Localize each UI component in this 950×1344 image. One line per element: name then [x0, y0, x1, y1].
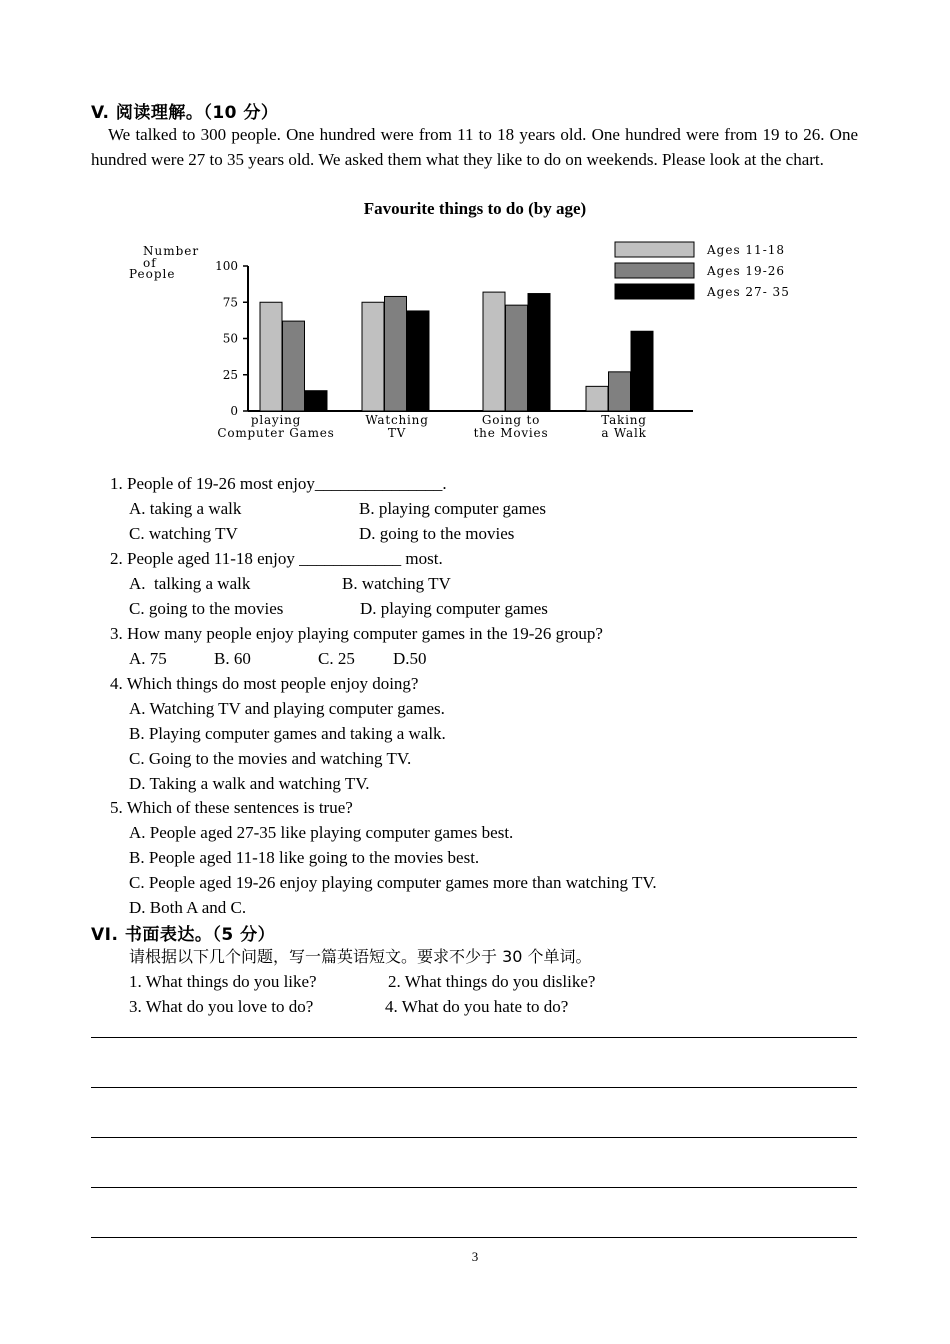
answer-line[interactable] — [91, 1087, 857, 1088]
q1-option-d: D. going to the movies — [359, 524, 515, 543]
question-1-stem: 1. People of 19-26 most enjoy_______________. — [110, 474, 447, 493]
q2-option-b: B. watching TV — [342, 574, 451, 593]
q4-option-b: B. Playing computer games and taking a walk. — [129, 724, 446, 743]
legend-label: Ages 19-26 — [707, 264, 786, 278]
writing-prompt-4: 4. What do you hate to do? — [385, 997, 569, 1016]
q1-option-a: A. taking a walk — [129, 499, 242, 518]
x-tick-label: Computer Games — [217, 426, 335, 440]
bar — [305, 391, 327, 411]
q3-option-c: C. 25 — [318, 649, 355, 668]
question-2-stem: 2. People aged 11-18 enjoy ____________ most. — [110, 549, 443, 568]
y-tick-label: 100 — [215, 259, 238, 273]
q1-option-b: B. playing computer games — [359, 499, 546, 518]
bar — [506, 305, 528, 411]
legend-swatch — [615, 242, 694, 257]
page-number: 3 — [471, 1249, 479, 1264]
y-tick-label: 25 — [222, 367, 238, 382]
writing-instruction: 请根据以下几个问题，写一篇英语短文。要求不少于 30 个单词。 — [129, 947, 592, 966]
y-axis-label: People — [129, 267, 176, 281]
q5-option-c: C. People aged 19-26 enjoy playing computer games more than watching TV. — [129, 873, 657, 892]
q3-option-b: B. 60 — [214, 649, 251, 668]
legend-swatch — [615, 263, 694, 278]
bar — [483, 292, 505, 411]
question-5-stem: 5. Which of these sentences is true? — [110, 798, 353, 817]
q1-option-c: C. watching TV — [129, 524, 238, 543]
bar — [609, 372, 631, 411]
legend-swatch — [615, 284, 694, 299]
bar — [528, 294, 550, 411]
bar — [260, 302, 282, 411]
legend-label: Ages 27- 35 — [707, 285, 790, 299]
q5-option-d: D. Both A and C. — [129, 898, 247, 917]
answer-line[interactable] — [91, 1137, 857, 1138]
writing-prompt-1: 1. What things do you like? — [129, 972, 317, 991]
x-tick-label: the Movies — [473, 426, 549, 440]
y-tick-label: 50 — [222, 331, 238, 346]
q5-option-b: B. People aged 11-18 like going to the movies best. — [129, 848, 480, 867]
q4-option-d: D. Taking a walk and watching TV. — [129, 774, 370, 793]
x-tick-label: Going to — [481, 413, 541, 427]
bar — [631, 331, 653, 411]
q4-option-a: A. Watching TV and playing computer games. — [129, 699, 445, 718]
answer-line[interactable] — [91, 1187, 857, 1188]
x-tick-label: Taking — [601, 413, 647, 427]
y-axis-label: Number — [143, 244, 200, 258]
question-3-stem: 3. How many people enjoy playing computer games in the 19-26 group? — [110, 624, 603, 643]
reading-passage: We talked to 300 people. One hundred were from 11 to 18 years old. One hundred were from 19 to 26. One hundred were 27 to 35 years old. We asked them what they like to do on weekends. Please look at the chart. — [91, 125, 858, 169]
bar — [283, 321, 305, 411]
answer-line[interactable] — [91, 1037, 857, 1038]
y-axis-label: of — [143, 256, 157, 270]
y-tick-label: 0 — [230, 404, 238, 418]
question-4-stem: 4. Which things do most people enjoy doing? — [110, 674, 419, 693]
bar — [586, 386, 608, 411]
q3-option-a: A. 75 — [129, 649, 167, 668]
answer-line[interactable] — [91, 1237, 857, 1238]
q5-option-a: A. People aged 27-35 like playing computer games best. — [129, 823, 514, 842]
section-vi-heading: VI. 书面表达。（5 分） — [91, 925, 276, 945]
writing-prompt-2: 2. What things do you dislike? — [388, 972, 596, 991]
bar — [385, 296, 407, 411]
bar — [407, 311, 429, 411]
section-v-heading: V. 阅读理解。（10 分） — [91, 103, 279, 123]
x-tick-label: a Walk — [601, 426, 647, 440]
q4-option-c: C. Going to the movies and watching TV. — [129, 749, 412, 768]
legend-label: Ages 11-18 — [707, 243, 786, 257]
q2-option-a: A. talking a walk — [129, 574, 251, 593]
q2-option-c: C. going to the movies — [129, 599, 284, 618]
x-tick-label: Watching — [365, 413, 429, 427]
q3-option-d: D.50 — [393, 649, 427, 668]
bar — [362, 302, 384, 411]
x-tick-label: TV — [387, 426, 407, 440]
x-tick-label: playing — [250, 413, 302, 427]
q2-option-d: D. playing computer games — [360, 599, 548, 618]
bar-chart — [120, 232, 840, 447]
writing-prompt-3: 3. What do you love to do? — [129, 997, 314, 1016]
y-tick-label: 75 — [222, 295, 238, 310]
chart-title: Favourite things to do (by age) — [363, 199, 587, 218]
